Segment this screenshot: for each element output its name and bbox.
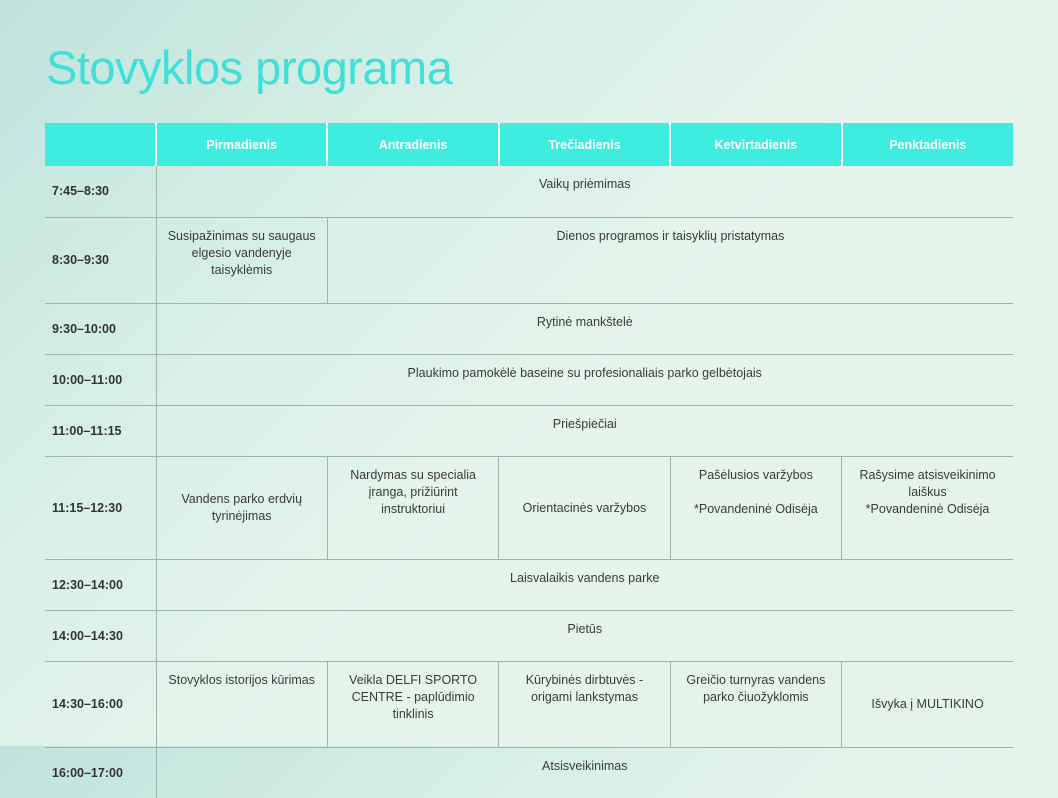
time-cell: 7:45–8:30 bbox=[45, 166, 156, 218]
table-row bbox=[45, 457, 1013, 560]
activity-cell: Laisvalaikis vandens parke bbox=[156, 560, 1013, 611]
activity-cell: Vandens parko erdvių tyrinėjimas bbox=[156, 457, 327, 560]
time-cell: 11:00–11:15 bbox=[45, 406, 156, 457]
header-corner bbox=[45, 123, 156, 166]
activity-cell: Kūrybinės dirbtuvės - origami lankstymas bbox=[499, 662, 670, 748]
header-day-wednesday: Trečiadienis bbox=[499, 123, 670, 166]
time-cell: 14:00–14:30 bbox=[45, 611, 156, 662]
header-day-friday: Penktadienis bbox=[842, 123, 1013, 166]
activity-cell: Išvyka į MULTIKINO bbox=[842, 662, 1013, 748]
activity-note: *Povandeninė Odisėja bbox=[694, 502, 818, 516]
time-cell: 14:30–16:00 bbox=[45, 662, 156, 748]
header-day-tuesday: Antradienis bbox=[327, 123, 498, 166]
time-cell: 11:15–12:30 bbox=[45, 457, 156, 560]
activity-cell: Nardymas su specialia įranga, prižiūrint instruktoriui bbox=[327, 457, 498, 560]
table-row bbox=[45, 611, 1013, 662]
activity-cell: Orientacinės varžybos bbox=[499, 457, 670, 560]
table-row bbox=[45, 748, 1013, 798]
activity-text: Rašysime atsisveikinimo laiškus bbox=[859, 468, 995, 499]
activity-cell: Greičio turnyras vandens parko čiuožyklomis bbox=[670, 662, 841, 748]
header-row bbox=[45, 123, 1013, 166]
activity-cell bbox=[670, 457, 841, 560]
table-row bbox=[45, 218, 1013, 304]
activity-cell: Veikla DELFI SPORTO CENTRE - paplūdimio tinklinis bbox=[327, 662, 498, 748]
table-row bbox=[45, 662, 1013, 748]
activity-cell: Atsisveikinimas bbox=[156, 748, 1013, 798]
table-row bbox=[45, 166, 1013, 218]
activity-note: *Povandeninė Odisėja bbox=[866, 502, 990, 516]
activity-cell: Priešpiečiai bbox=[156, 406, 1013, 457]
time-cell: 12:30–14:00 bbox=[45, 560, 156, 611]
time-cell: 8:30–9:30 bbox=[45, 218, 156, 304]
activity-cell: Rytinė mankštelė bbox=[156, 304, 1013, 355]
table-row bbox=[45, 355, 1013, 406]
time-cell: 10:00–11:00 bbox=[45, 355, 156, 406]
time-cell: 9:30–10:00 bbox=[45, 304, 156, 355]
time-cell: 16:00–17:00 bbox=[45, 748, 156, 798]
activity-cell: Pietūs bbox=[156, 611, 1013, 662]
page-title: Stovyklos programa bbox=[46, 40, 452, 95]
activity-text: Pašėlusios varžybos bbox=[699, 468, 813, 482]
activity-cell: Plaukimo pamokėlė baseine su profesionaliais parko gelbėtojais bbox=[156, 355, 1013, 406]
activity-cell: Dienos programos ir taisyklių pristatymas bbox=[327, 218, 1013, 304]
activity-cell: Susipažinimas su saugaus elgesio vandenyje taisyklėmis bbox=[156, 218, 327, 304]
table-row bbox=[45, 560, 1013, 611]
activity-cell: Stovyklos istorijos kūrimas bbox=[156, 662, 327, 748]
schedule-table bbox=[45, 123, 1013, 798]
table-row bbox=[45, 304, 1013, 355]
header-day-monday: Pirmadienis bbox=[156, 123, 327, 166]
activity-cell bbox=[842, 457, 1013, 560]
header-day-thursday: Ketvirtadienis bbox=[670, 123, 841, 166]
activity-cell: Vaikų priėmimas bbox=[156, 166, 1013, 218]
table-row bbox=[45, 406, 1013, 457]
